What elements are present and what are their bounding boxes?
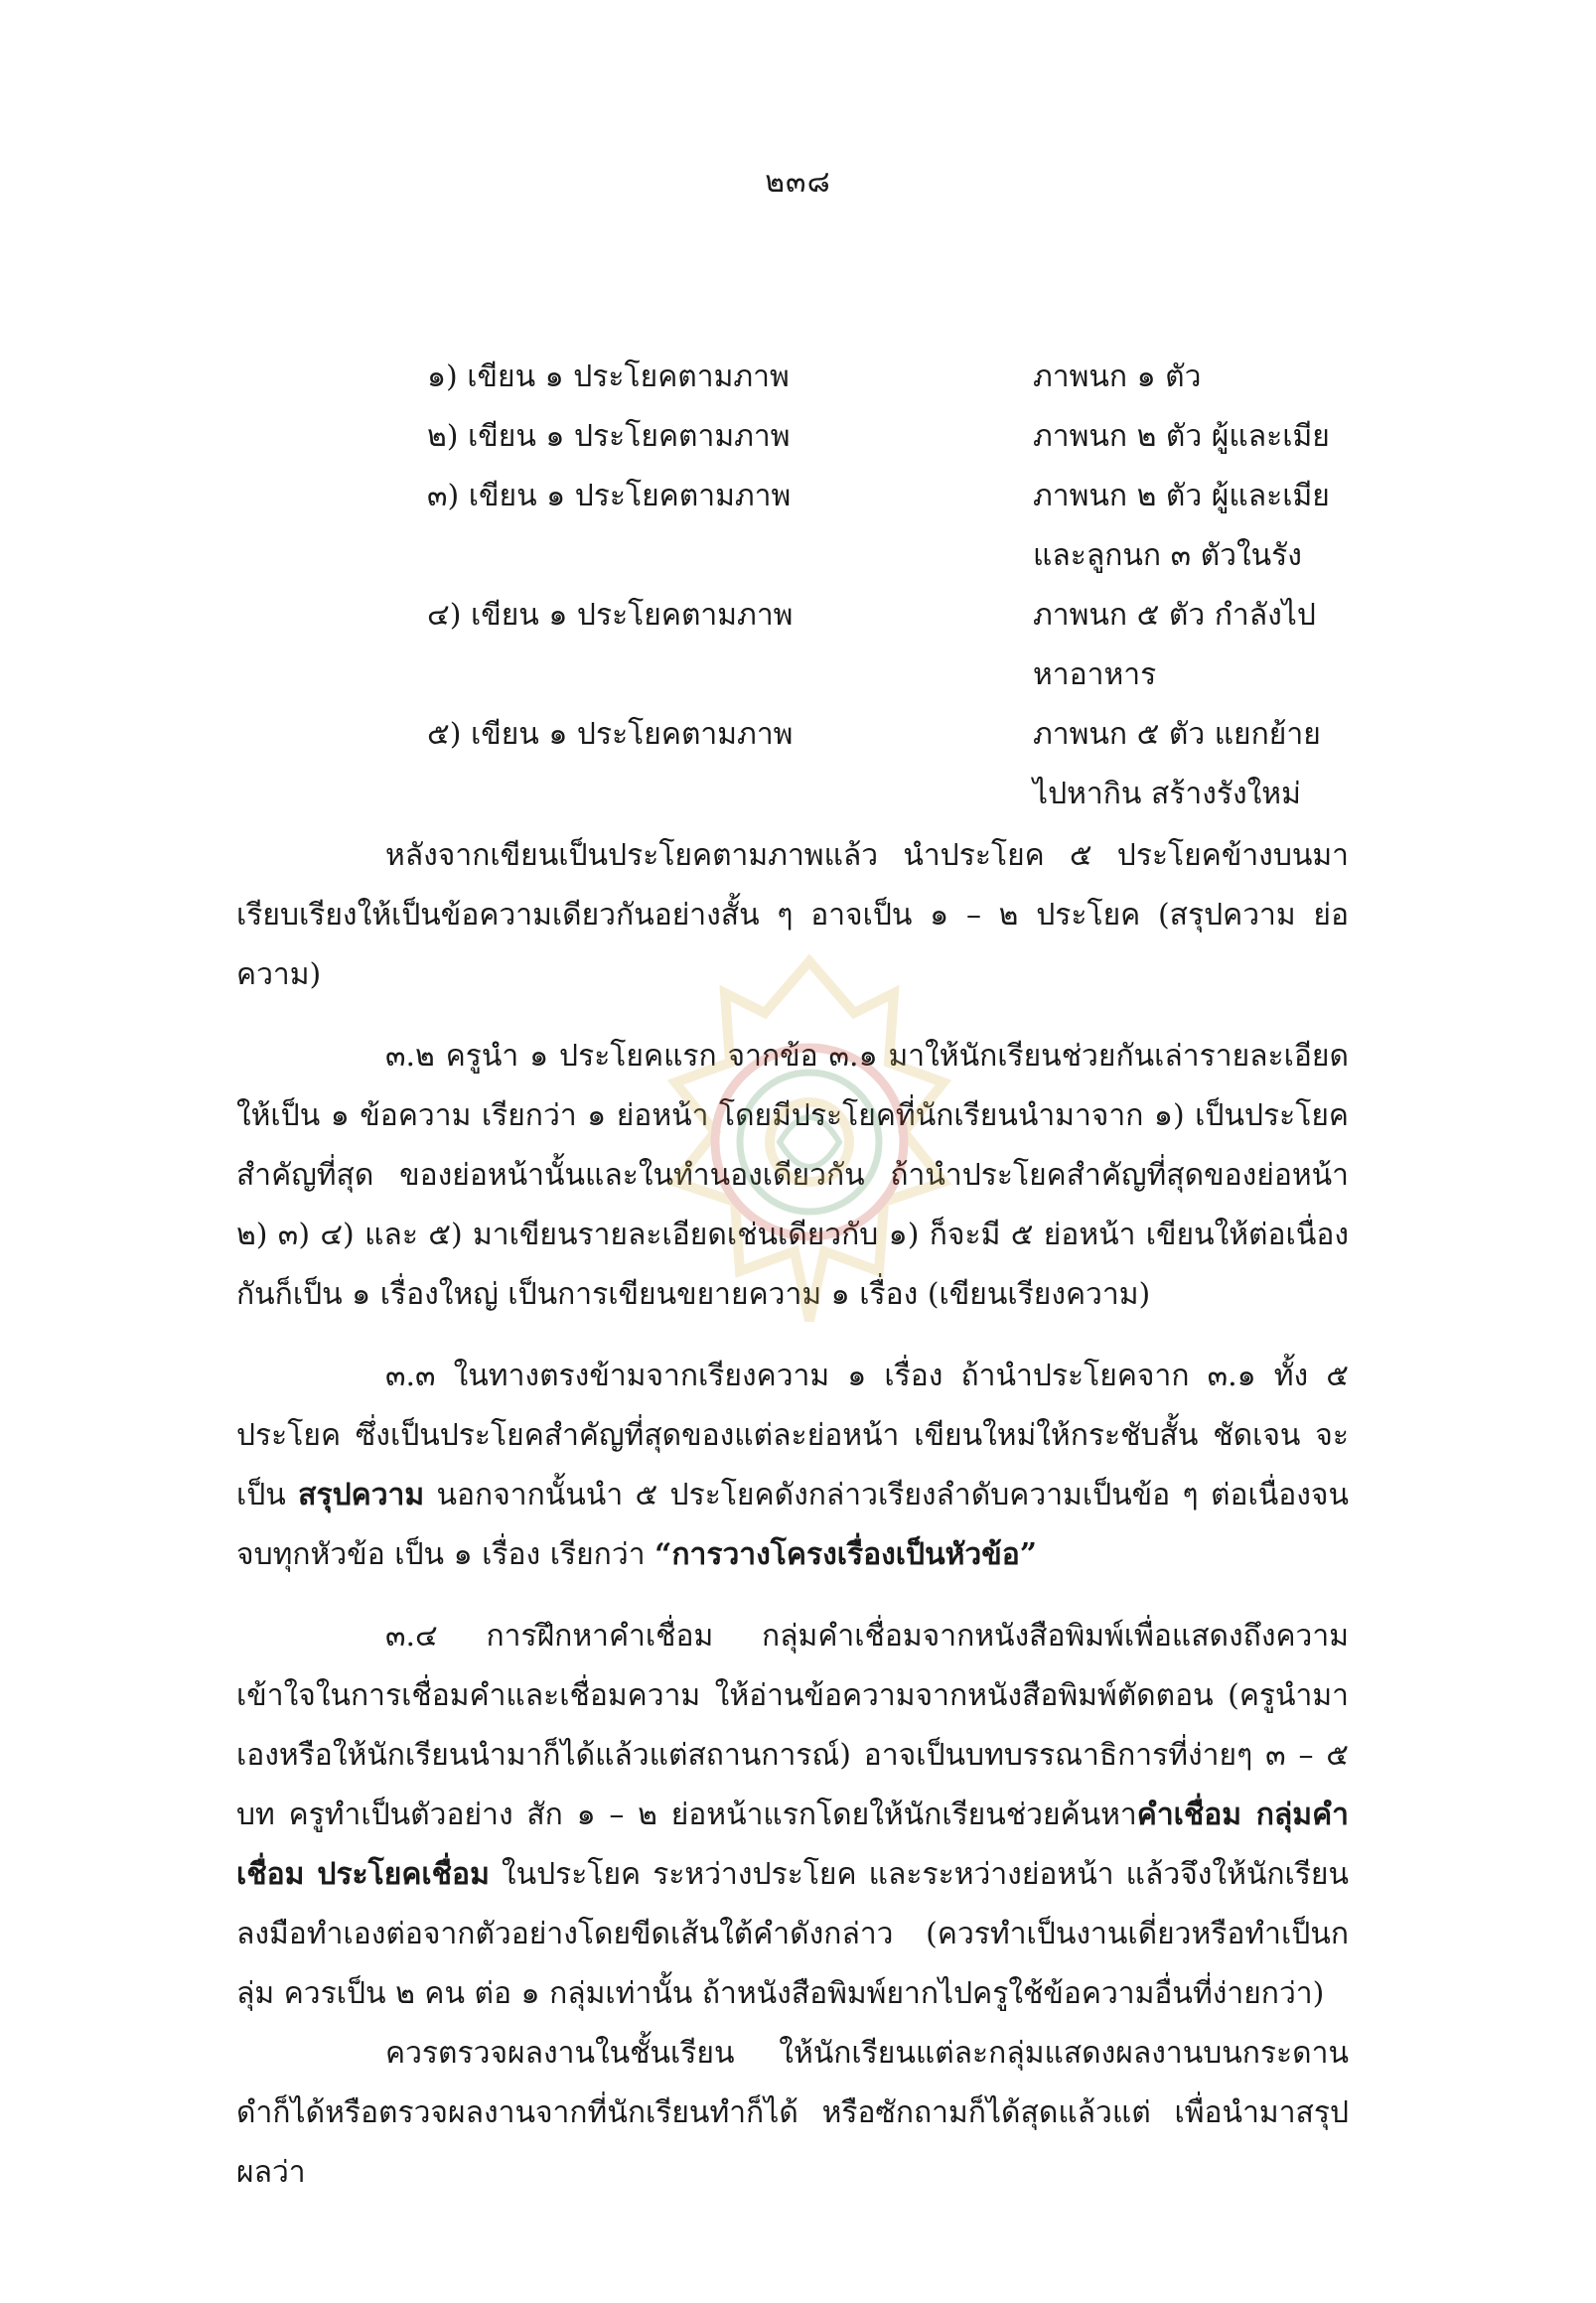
list-item xyxy=(427,705,1351,824)
list-item xyxy=(427,407,1351,467)
list-item-instruction: ๔) เขียน ๑ ประโยคตามภาพ xyxy=(427,598,794,633)
list-item-instruction: ๒) เขียน ๑ ประโยคตามภาพ xyxy=(427,419,791,454)
list-item-instruction: ๑) เขียน ๑ ประโยคตามภาพ xyxy=(427,360,790,394)
list-item-picture-description: ภาพนก ๑ ตัว xyxy=(1033,360,1202,394)
paragraph-3-4: ๓.๔ การฝึกหาคำเชื่อม กลุ่มคำเชื่อมจากหนังสือพิมพ์เพื่อแสดงถึงความเข้าใจในการเชื่อมคำและเชื่อมความ ให้อ่านข้อความจากหนังสือพิมพ์ตัดตอน (ครูนำมาเองหรือให้นักเรียนนำมาก็ได้แล้วแต่สถานการณ์) อาจเป็นบทบรรณาธิการที่ง่ายๆ ๓ – ๕ บท ครูทำเป็นตัวอย่าง สัก ๑ – ๒ ย่อหน้าแรกโดยให้นักเรียนช่วยค้นหาคำเชื่อม กลุ่มคำเชื่อม ประโยคเชื่อม ในประโยค ระหว่างประโยค และระหว่างย่อหน้า แล้วจึงให้นักเรียนลงมือทำเองต่อจากตัวอย่างโดยขีดเส้นใต้คำดังกล่าว (ควรทำเป็นงานเดี่ยวหรือทำเป็นกลุ่ม ควรเป็น ๒ คน ต่อ ๑ กลุ่มเท่านั้น ถ้าหนังสือพิมพ์ยากไปครูใช้ข้อความอื่นที่ง่ายกว่า) xyxy=(236,1619,1349,2011)
bold-term-connectives: คำเชื่อม กลุ่มคำเชื่อม ประโยคเชื่อม xyxy=(236,1798,1349,1892)
list-item xyxy=(427,348,1351,407)
list-item-instruction: ๕) เขียน ๑ ประโยคตามภาพ xyxy=(427,717,794,752)
exercise-list xyxy=(427,348,1351,824)
paragraph-evaluation: ควรตรวจผลงานในชั้นเรียน ให้นักเรียนแต่ละกลุ่มแสดงผลงานบนกระดานดำก็ได้หรือตรวจผลงานจากที่นักเรียนทำก็ได้ หรือซักถามก็ได้สุดแล้วแต่ เพื่อนำมาสรุปผลว่า xyxy=(236,2036,1349,2190)
list-item-picture-description: ภาพนก ๕ ตัว กำลังไป หาอาหาร xyxy=(1033,598,1316,692)
list-item-instruction: ๓) เขียน ๑ ประโยคตามภาพ xyxy=(427,479,792,513)
paragraph-3-3: ๓.๓ ในทางตรงข้ามจากเรียงความ ๑ เรื่อง ถ้านำประโยคจาก ๓.๑ ทั้ง ๕ ประโยค ซึ่งเป็นประโยคสำคัญที่สุดของแต่ละย่อหน้า เขียนใหม่ให้กระชับสั้น ชัดเจน จะเป็น สรุปความ นอกจากนั้นนำ ๕ ประโยคดังกล่าวเรียงลำดับความเป็นข้อ ๆ ต่อเนื่องจนจบทุกหัวข้อ เป็น ๑ เรื่อง เรียกว่า “การวางโครงเรื่องเป็นหัวข้อ” xyxy=(236,1359,1349,1572)
body-text xyxy=(236,826,1349,2203)
list-item-picture-description: ภาพนก ๒ ตัว ผู้และเมีย xyxy=(1033,419,1330,454)
bold-term-outline: “การวางโครงเรื่องเป็นหัวข้อ” xyxy=(654,1537,1037,1572)
page-number: ๒๓๘ xyxy=(765,165,831,200)
paragraph-3-2: ๓.๒ ครูนำ ๑ ประโยคแรก จากข้อ ๓.๑ มาให้นักเรียนช่วยกันเล่ารายละเอียดให้เป็น ๑ ข้อความ เรียกว่า ๑ ย่อหน้า โดยมีประโยคที่นักเรียนนำมาจาก ๑) เป็นประโยคสำคัญที่สุด ของย่อหน้านั้นและในทำนองเดียวกัน ถ้านำประโยคสำคัญที่สุดของย่อหน้า ๒) ๓) ๔) และ ๕) มาเขียนรายละเอียดเช่นเดียวกับ ๑) ก็จะมี ๕ ย่อหน้า เขียนให้ต่อเนื่องกันก็เป็น ๑ เรื่องใหญ่ เป็นการเขียนขยายความ ๑ เรื่อง (เขียนเรียงความ) xyxy=(236,1039,1349,1312)
list-item-picture-description: ภาพนก ๒ ตัว ผู้และเมีย และลูกนก ๓ ตัวในรัง xyxy=(1033,479,1330,573)
list-item-picture-description: ภาพนก ๕ ตัว แยกย้าย ไปหากิน สร้างรังใหม่ xyxy=(1033,717,1321,811)
paragraph-summary: หลังจากเขียนเป็นประโยคตามภาพแล้ว นำประโยค ๕ ประโยคข้างบนมาเรียบเรียงให้เป็นข้อความเดียวกันอย่างสั้น ๆ อาจเป็น ๑ – ๒ ประโยค (สรุปความ ย่อความ) xyxy=(236,838,1349,992)
bold-term-summary: สรุปความ xyxy=(298,1478,425,1512)
list-item xyxy=(427,586,1351,705)
list-item xyxy=(427,467,1351,586)
